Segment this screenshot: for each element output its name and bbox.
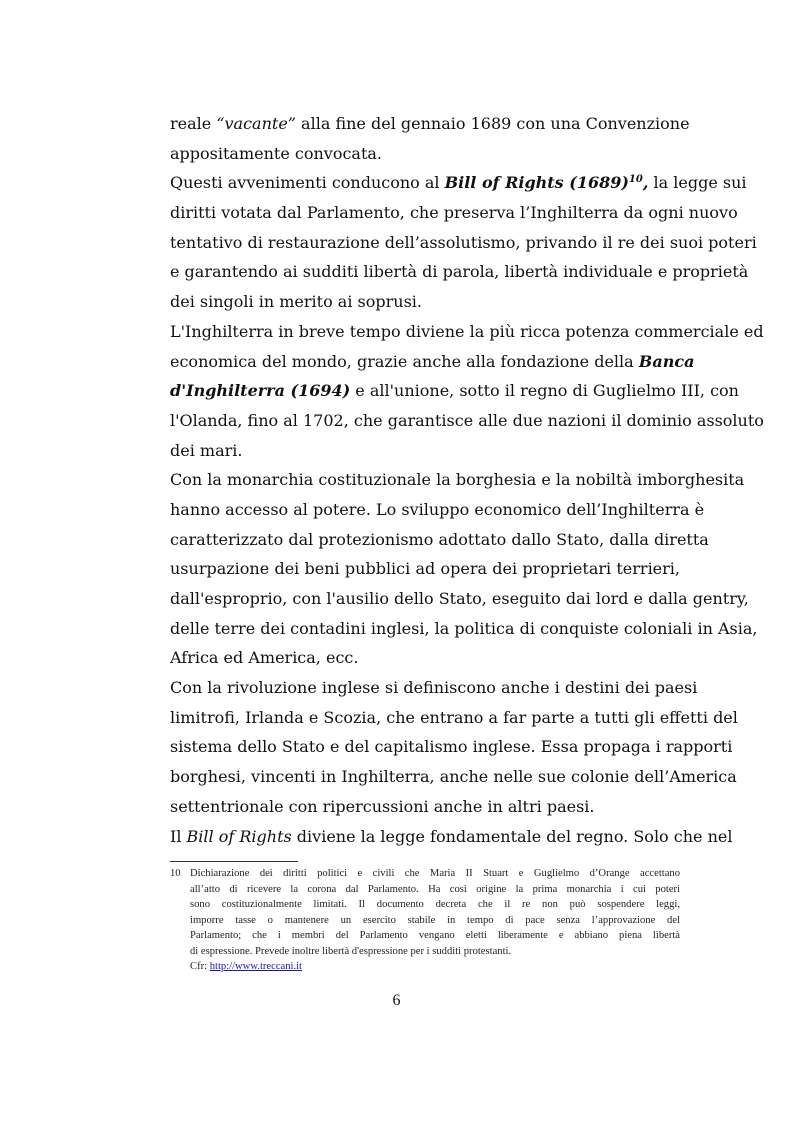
- body-text: [170, 109, 764, 851]
- footnote-number: 10: [170, 868, 181, 879]
- citation-prefix: Cfr:: [190, 961, 210, 972]
- footnote-line: Dichiarazione dei diritti politici e civili che Maria II Stuart e Guglielmo d’Orange accettano: [190, 868, 680, 879]
- text-line: [170, 614, 758, 644]
- text-line: [170, 792, 680, 822]
- text-run: la legge sui: [648, 173, 747, 193]
- text-run: Africa ed America, ecc.: [170, 648, 359, 668]
- text-run: reale: [170, 114, 217, 133]
- footnote-line: Parlamento; che i membri del Parlamento vengano eletti liberamente e abbiano piena libertà: [190, 930, 680, 941]
- treccani-link[interactable]: http://www.treccani.it: [209, 961, 302, 972]
- text-line: [170, 198, 738, 228]
- text-run: sistema dello Stato e del capitalismo inglese. Essa propaga i rapporti: [170, 737, 733, 757]
- text-run: limitrofi, Irlanda e Scozia, che entrano a far parte a tutti gli effetti del: [170, 707, 738, 727]
- text-line: [170, 436, 680, 466]
- bold-italic-run: d'Inghilterra (1694): [170, 381, 351, 401]
- text-line: [170, 762, 737, 792]
- footnote: [170, 866, 680, 975]
- footnote-line: all’atto di ricevere la corona dal Parlamento. Ha così origine la prima monarchia i cui poteri: [190, 883, 680, 895]
- text-line: [170, 168, 747, 198]
- text-run: economica del mondo, grazie anche alla fondazione della: [170, 351, 639, 371]
- text-run: diritti votata dal Parlamento, che preserva l’Inghilterra da ogni nuovo: [170, 203, 738, 223]
- text-run: diviene la legge fondamentale del regno. Solo che nel: [291, 826, 733, 846]
- page-number: 6: [392, 992, 401, 1009]
- text-run: L'Inghilterra in breve tempo diviene la più ricca potenza commerciale ed: [170, 321, 764, 341]
- italic-run: Bill of Rights: [186, 826, 292, 846]
- text-line: [170, 287, 680, 317]
- text-run: Con la rivoluzione inglese si definiscono anche i destini dei paesi: [170, 678, 698, 698]
- footnote-line: sono costituzionalmente limitati. Il documento decreta che il re non può sospendere leggi,: [190, 899, 680, 910]
- text-line: [170, 554, 680, 584]
- italic-run: “vacante”: [216, 114, 296, 133]
- text-line: [170, 525, 709, 555]
- text-line: [170, 703, 738, 733]
- footnote-citation: [190, 959, 680, 975]
- footnote-separator: [170, 861, 298, 862]
- text-line: [170, 673, 698, 703]
- text-run: Con la monarchia costituzionale la borghesia e la nobiltà imborghesita: [170, 470, 745, 490]
- text-run: tentativo di restaurazione dell’assolutismo, privando il re dei suoi poteri: [170, 232, 757, 252]
- text-run: e all'unione, sotto il regno di Guglielmo III, con: [350, 381, 739, 401]
- text-run: l'Olanda, fino al 1702, che garantisce alle due nazioni il dominio assoluto: [170, 410, 764, 430]
- text-run: dall'esproprio, con l'ausilio dello Stato, eseguito dai lord e dalla gentry,: [170, 589, 749, 608]
- footnote-body: [190, 866, 680, 975]
- footnote-line: imporre tasse o mantenere un esercito stabile in tempo di pace senza l’approvazione del: [190, 914, 680, 926]
- text-run: settentrionale con ripercussioni anche in altri paesi.: [170, 796, 595, 816]
- text-line: [170, 347, 695, 377]
- text-line: [170, 228, 757, 258]
- text-run: appositamente convocata.: [170, 143, 383, 163]
- text-line: [170, 465, 745, 495]
- text-line: [170, 317, 764, 347]
- text-run: e garantendo ai sudditi libertà di parola, libertà individuale e proprietà: [170, 262, 749, 282]
- text-line: [170, 643, 680, 673]
- bold-italic-run: ,: [642, 173, 649, 193]
- text-line: [170, 495, 705, 525]
- text-run: hanno accesso al potere. Lo sviluppo economico dell’Inghilterra è: [170, 499, 705, 519]
- bold-italic-run: Banca: [638, 351, 695, 371]
- text-run: caratterizzato dal protezionismo adottato dallo Stato, dalla diretta: [170, 529, 709, 549]
- text-line: [170, 732, 733, 762]
- text-line: [170, 822, 733, 852]
- text-run: Il: [170, 826, 187, 846]
- text-line: [170, 257, 749, 287]
- text-run: delle terre dei contadini inglesi, la politica di conquiste coloniali in Asia,: [170, 618, 758, 638]
- text-line: [170, 406, 764, 436]
- footnote-reference: 10: [628, 174, 643, 186]
- text-run: dei mari.: [170, 440, 243, 460]
- text-run: usurpazione dei beni pubblici ad opera dei proprietari terrieri,: [170, 559, 680, 579]
- text-line: [170, 376, 739, 406]
- text-run: alla fine del gennaio 1689 con una Convenzione: [295, 114, 690, 133]
- text-line: [170, 139, 680, 169]
- footnote-line: di espressione. Prevede inoltre libertà d'espressione per i sudditi protestanti.: [190, 945, 512, 957]
- text-line: [170, 109, 690, 139]
- bold-italic-run: Bill of Rights (1689): [444, 173, 629, 193]
- text-run: borghesi, vincenti in Inghilterra, anche nelle sue colonie dell’America: [170, 767, 737, 787]
- text-line: [170, 584, 749, 614]
- text-run: dei singoli in merito ai soprusi.: [170, 292, 422, 312]
- text-run: Questi avvenimenti conducono al: [170, 173, 445, 193]
